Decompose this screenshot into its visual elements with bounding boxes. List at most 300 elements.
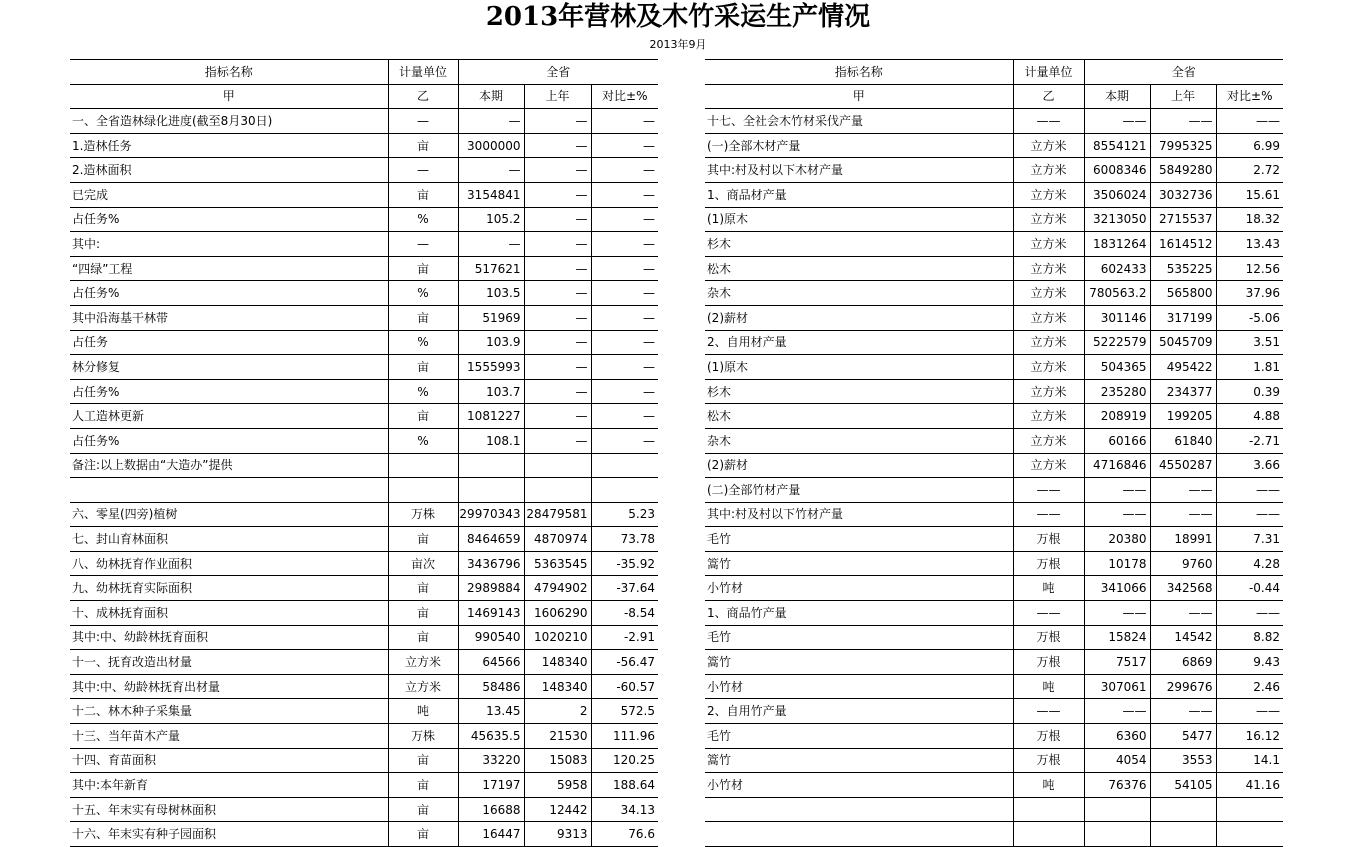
compare-value-cell bbox=[1216, 822, 1283, 847]
table-row bbox=[705, 822, 1283, 847]
unit-cell: 亩 bbox=[388, 822, 458, 847]
indicator-name-cell: (一)全部木材产量 bbox=[705, 133, 1013, 158]
header-row-1 bbox=[70, 60, 658, 85]
indicator-name-cell: 1.造林任务 bbox=[70, 133, 388, 158]
unit-cell: —— bbox=[1013, 478, 1084, 503]
last-year-value-cell: 234377 bbox=[1150, 379, 1216, 404]
last-year-value-cell: — bbox=[524, 330, 591, 355]
unit-cell: 吨 bbox=[1013, 576, 1084, 601]
current-value-cell: 504365 bbox=[1084, 355, 1150, 380]
compare-value-cell: — bbox=[591, 305, 658, 330]
unit-cell: 亩 bbox=[388, 182, 458, 207]
last-year-value-cell: 535225 bbox=[1150, 256, 1216, 281]
compare-value-cell: — bbox=[591, 355, 658, 380]
current-value-cell: 307061 bbox=[1084, 674, 1150, 699]
current-value-cell: 4054 bbox=[1084, 748, 1150, 773]
current-value-cell: 105.2 bbox=[458, 207, 524, 232]
indicator-name-cell: 毛竹 bbox=[705, 625, 1013, 650]
current-value-cell: 4716846 bbox=[1084, 453, 1150, 478]
table-row bbox=[70, 674, 658, 699]
indicator-name-cell: 林分修复 bbox=[70, 355, 388, 380]
compare-value-cell: 3.66 bbox=[1216, 453, 1283, 478]
table-row bbox=[705, 330, 1283, 355]
table-row bbox=[705, 724, 1283, 749]
compare-value-cell: -0.44 bbox=[1216, 576, 1283, 601]
last-year-value-cell: — bbox=[524, 109, 591, 134]
last-year-value-cell: 18991 bbox=[1150, 527, 1216, 552]
compare-value-cell: -2.91 bbox=[591, 625, 658, 650]
indicator-name-cell: 十、成林抚育面积 bbox=[70, 601, 388, 626]
table-row bbox=[70, 109, 658, 134]
last-year-value-cell: — bbox=[524, 305, 591, 330]
header-compare: 对比±% bbox=[591, 84, 658, 109]
indicator-name-cell: 2.造林面积 bbox=[70, 158, 388, 183]
compare-value-cell: — bbox=[591, 182, 658, 207]
compare-value-cell: — bbox=[591, 207, 658, 232]
compare-value-cell: -35.92 bbox=[591, 551, 658, 576]
indicator-name-cell: 小竹材 bbox=[705, 674, 1013, 699]
compare-value-cell: — bbox=[591, 158, 658, 183]
compare-value-cell: — bbox=[591, 404, 658, 429]
last-year-value-cell: 1614512 bbox=[1150, 232, 1216, 257]
current-value-cell: 1469143 bbox=[458, 601, 524, 626]
unit-cell: % bbox=[388, 330, 458, 355]
header-indicator-name: 指标名称 bbox=[705, 60, 1013, 85]
table-row bbox=[70, 158, 658, 183]
last-year-value-cell: 7995325 bbox=[1150, 133, 1216, 158]
last-year-value-cell: 4550287 bbox=[1150, 453, 1216, 478]
unit-cell: —— bbox=[1013, 502, 1084, 527]
last-year-value-cell: 15083 bbox=[524, 748, 591, 773]
indicator-name-cell: (1)原木 bbox=[705, 207, 1013, 232]
unit-cell: —— bbox=[1013, 109, 1084, 134]
indicator-name-cell: 占任务 bbox=[70, 330, 388, 355]
table-row bbox=[705, 625, 1283, 650]
indicator-name-cell: “四绿”工程 bbox=[70, 256, 388, 281]
table-row bbox=[70, 330, 658, 355]
last-year-value-cell: 14542 bbox=[1150, 625, 1216, 650]
current-value-cell: 60166 bbox=[1084, 428, 1150, 453]
indicator-name-cell: 占任务% bbox=[70, 379, 388, 404]
unit-cell: 亩 bbox=[388, 305, 458, 330]
last-year-value-cell: — bbox=[524, 428, 591, 453]
current-value-cell: 780563.2 bbox=[1084, 281, 1150, 306]
last-year-value-cell: 21530 bbox=[524, 724, 591, 749]
current-value-cell: 301146 bbox=[1084, 305, 1150, 330]
compare-value-cell: 0.39 bbox=[1216, 379, 1283, 404]
current-value-cell: 3506024 bbox=[1084, 182, 1150, 207]
unit-cell: 立方米 bbox=[1013, 281, 1084, 306]
unit-cell: % bbox=[388, 379, 458, 404]
unit-cell: 亩 bbox=[388, 797, 458, 822]
compare-value-cell: —— bbox=[1216, 601, 1283, 626]
compare-value-cell: 3.51 bbox=[1216, 330, 1283, 355]
last-year-value-cell bbox=[524, 478, 591, 503]
table-row bbox=[70, 232, 658, 257]
header-indicator-name: 指标名称 bbox=[70, 60, 388, 85]
current-value-cell bbox=[458, 453, 524, 478]
indicator-name-cell: 小竹材 bbox=[705, 773, 1013, 798]
last-year-value-cell: 4870974 bbox=[524, 527, 591, 552]
compare-value-cell bbox=[591, 453, 658, 478]
unit-cell: 立方米 bbox=[1013, 158, 1084, 183]
table-row bbox=[70, 625, 658, 650]
unit-cell: 立方米 bbox=[1013, 379, 1084, 404]
table-row bbox=[70, 551, 658, 576]
header-yi: 乙 bbox=[1013, 84, 1084, 109]
unit-cell: 立方米 bbox=[1013, 355, 1084, 380]
table-row bbox=[70, 601, 658, 626]
unit-cell: 万根 bbox=[1013, 724, 1084, 749]
last-year-value-cell: 5849280 bbox=[1150, 158, 1216, 183]
table-row bbox=[705, 453, 1283, 478]
indicator-name-cell: 松木 bbox=[705, 404, 1013, 429]
table-row bbox=[705, 551, 1283, 576]
header-row-2 bbox=[70, 84, 658, 109]
compare-value-cell: 13.43 bbox=[1216, 232, 1283, 257]
current-value-cell: 1081227 bbox=[458, 404, 524, 429]
table-row bbox=[705, 650, 1283, 675]
current-value-cell: 16688 bbox=[458, 797, 524, 822]
current-value-cell bbox=[1084, 797, 1150, 822]
unit-cell bbox=[388, 478, 458, 503]
compare-value-cell: 188.64 bbox=[591, 773, 658, 798]
indicator-name-cell: 杉木 bbox=[705, 232, 1013, 257]
compare-value-cell: -60.57 bbox=[591, 674, 658, 699]
compare-value-cell: -8.54 bbox=[591, 601, 658, 626]
indicator-name-cell: 七、封山育林面积 bbox=[70, 527, 388, 552]
last-year-value-cell: 4794902 bbox=[524, 576, 591, 601]
table-row bbox=[70, 404, 658, 429]
header-province: 全省 bbox=[458, 60, 658, 85]
last-year-value-cell: — bbox=[524, 207, 591, 232]
compare-value-cell: 8.82 bbox=[1216, 625, 1283, 650]
indicator-name-cell: 一、全省造林绿化进度(截至8月30日) bbox=[70, 109, 388, 134]
last-year-value-cell: — bbox=[524, 256, 591, 281]
indicator-name-cell: 十二、林木种子采集量 bbox=[70, 699, 388, 724]
indicator-name-cell: 备注:以上数据由“大造办”提供 bbox=[70, 453, 388, 478]
last-year-value-cell: 54105 bbox=[1150, 773, 1216, 798]
last-year-value-cell: — bbox=[524, 355, 591, 380]
unit-cell: —— bbox=[1013, 699, 1084, 724]
unit-cell: 吨 bbox=[1013, 674, 1084, 699]
current-value-cell: 29970343 bbox=[458, 502, 524, 527]
current-value-cell: 76376 bbox=[1084, 773, 1150, 798]
table-row bbox=[705, 232, 1283, 257]
last-year-value-cell: — bbox=[524, 379, 591, 404]
current-value-cell: 517621 bbox=[458, 256, 524, 281]
compare-value-cell: 111.96 bbox=[591, 724, 658, 749]
indicator-name-cell: (二)全部竹材产量 bbox=[705, 478, 1013, 503]
unit-cell: 万株 bbox=[388, 724, 458, 749]
table-row bbox=[70, 428, 658, 453]
indicator-name-cell: 其中沿海基干林带 bbox=[70, 305, 388, 330]
compare-value-cell: 572.5 bbox=[591, 699, 658, 724]
last-year-value-cell: — bbox=[524, 182, 591, 207]
compare-value-cell: 2.46 bbox=[1216, 674, 1283, 699]
current-value-cell: 64566 bbox=[458, 650, 524, 675]
current-value-cell: 3000000 bbox=[458, 133, 524, 158]
indicator-name-cell: 十六、年末实有种子园面积 bbox=[70, 822, 388, 847]
table-row bbox=[70, 527, 658, 552]
current-value-cell: —— bbox=[1084, 109, 1150, 134]
indicator-name-cell: 九、幼林抚育实际面积 bbox=[70, 576, 388, 601]
indicator-name-cell: (1)原木 bbox=[705, 355, 1013, 380]
current-value-cell: 990540 bbox=[458, 625, 524, 650]
last-year-value-cell: 565800 bbox=[1150, 281, 1216, 306]
last-year-value-cell: 61840 bbox=[1150, 428, 1216, 453]
indicator-name-cell: 篙竹 bbox=[705, 650, 1013, 675]
compare-value-cell: -56.47 bbox=[591, 650, 658, 675]
compare-value-cell: 2.72 bbox=[1216, 158, 1283, 183]
last-year-value-cell: — bbox=[524, 281, 591, 306]
table-row bbox=[70, 478, 658, 503]
compare-value-cell: 14.1 bbox=[1216, 748, 1283, 773]
unit-cell: 万根 bbox=[1013, 748, 1084, 773]
current-value-cell: 3213050 bbox=[1084, 207, 1150, 232]
last-year-value-cell: 9313 bbox=[524, 822, 591, 847]
indicator-name-cell: 毛竹 bbox=[705, 527, 1013, 552]
current-value-cell: 15824 bbox=[1084, 625, 1150, 650]
header-last-year: 上年 bbox=[1150, 84, 1216, 109]
indicator-name-cell: 1、商品竹产量 bbox=[705, 601, 1013, 626]
last-year-value-cell: 299676 bbox=[1150, 674, 1216, 699]
compare-value-cell: — bbox=[591, 232, 658, 257]
table-row bbox=[70, 379, 658, 404]
compare-value-cell: — bbox=[591, 109, 658, 134]
table-row bbox=[70, 281, 658, 306]
table-row bbox=[70, 650, 658, 675]
table-row bbox=[705, 576, 1283, 601]
current-value-cell: 235280 bbox=[1084, 379, 1150, 404]
table-row bbox=[70, 182, 658, 207]
compare-value-cell: — bbox=[591, 133, 658, 158]
unit-cell: — bbox=[388, 232, 458, 257]
indicator-name-cell: 十七、全社会木竹材采伐产量 bbox=[705, 109, 1013, 134]
unit-cell: 立方米 bbox=[1013, 133, 1084, 158]
indicator-name-cell: 松木 bbox=[705, 256, 1013, 281]
table-row bbox=[70, 699, 658, 724]
table-row bbox=[70, 724, 658, 749]
table-row bbox=[705, 428, 1283, 453]
current-value-cell: — bbox=[458, 232, 524, 257]
table-row bbox=[70, 453, 658, 478]
unit-cell: 立方米 bbox=[1013, 256, 1084, 281]
table-row bbox=[705, 158, 1283, 183]
last-year-value-cell bbox=[524, 453, 591, 478]
indicator-name-cell: 其中:本年新育 bbox=[70, 773, 388, 798]
indicator-name-cell: 占任务% bbox=[70, 281, 388, 306]
compare-value-cell bbox=[591, 478, 658, 503]
unit-cell: 亩次 bbox=[388, 551, 458, 576]
current-value-cell: 58486 bbox=[458, 674, 524, 699]
unit-cell: 立方米 bbox=[1013, 404, 1084, 429]
unit-cell: % bbox=[388, 428, 458, 453]
table-row bbox=[705, 478, 1283, 503]
last-year-value-cell: 12442 bbox=[524, 797, 591, 822]
unit-cell: 万根 bbox=[1013, 551, 1084, 576]
table-row bbox=[70, 207, 658, 232]
compare-value-cell: 73.78 bbox=[591, 527, 658, 552]
last-year-value-cell: 317199 bbox=[1150, 305, 1216, 330]
header-province: 全省 bbox=[1084, 60, 1283, 85]
table-row bbox=[705, 207, 1283, 232]
current-value-cell: 16447 bbox=[458, 822, 524, 847]
unit-cell: % bbox=[388, 281, 458, 306]
table-row bbox=[705, 379, 1283, 404]
unit-cell: % bbox=[388, 207, 458, 232]
compare-value-cell: 5.23 bbox=[591, 502, 658, 527]
last-year-value-cell: 5958 bbox=[524, 773, 591, 798]
indicator-name-cell: 毛竹 bbox=[705, 724, 1013, 749]
table-row bbox=[705, 674, 1283, 699]
indicator-name-cell: (2)薪材 bbox=[705, 453, 1013, 478]
indicator-name-cell bbox=[705, 822, 1013, 847]
last-year-value-cell bbox=[1150, 822, 1216, 847]
compare-value-cell: — bbox=[591, 256, 658, 281]
indicator-name-cell: 八、幼林抚育作业面积 bbox=[70, 551, 388, 576]
indicator-name-cell: 其中:村及村以下木材产量 bbox=[705, 158, 1013, 183]
unit-cell bbox=[1013, 797, 1084, 822]
header-current: 本期 bbox=[1084, 84, 1150, 109]
indicator-name-cell: 2、自用材产量 bbox=[705, 330, 1013, 355]
last-year-value-cell: 6869 bbox=[1150, 650, 1216, 675]
header-jia: 甲 bbox=[705, 84, 1013, 109]
indicator-name-cell: 其中:中、幼龄林抚育面积 bbox=[70, 625, 388, 650]
indicator-name-cell: 篙竹 bbox=[705, 748, 1013, 773]
current-value-cell: 8464659 bbox=[458, 527, 524, 552]
last-year-value-cell: 148340 bbox=[524, 674, 591, 699]
current-value-cell: 7517 bbox=[1084, 650, 1150, 675]
header-current: 本期 bbox=[458, 84, 524, 109]
indicator-name-cell: (2)薪材 bbox=[705, 305, 1013, 330]
compare-value-cell: —— bbox=[1216, 699, 1283, 724]
table-row bbox=[705, 133, 1283, 158]
unit-cell: 万根 bbox=[1013, 527, 1084, 552]
left-statistics-table bbox=[70, 59, 658, 847]
current-value-cell: 1831264 bbox=[1084, 232, 1150, 257]
table-row bbox=[705, 355, 1283, 380]
current-value-cell: 103.5 bbox=[458, 281, 524, 306]
last-year-value-cell: 3032736 bbox=[1150, 182, 1216, 207]
header-row-2 bbox=[705, 84, 1283, 109]
compare-value-cell: 120.25 bbox=[591, 748, 658, 773]
compare-value-cell: 41.16 bbox=[1216, 773, 1283, 798]
current-value-cell: 3154841 bbox=[458, 182, 524, 207]
unit-cell: — bbox=[388, 109, 458, 134]
table-row bbox=[70, 133, 658, 158]
unit-cell: 亩 bbox=[388, 404, 458, 429]
current-value-cell: 1555993 bbox=[458, 355, 524, 380]
table-row bbox=[705, 748, 1283, 773]
indicator-name-cell: 小竹材 bbox=[705, 576, 1013, 601]
compare-value-cell: — bbox=[591, 428, 658, 453]
unit-cell: 立方米 bbox=[1013, 182, 1084, 207]
header-yi: 乙 bbox=[388, 84, 458, 109]
compare-value-cell: 76.6 bbox=[591, 822, 658, 847]
table-row bbox=[70, 797, 658, 822]
unit-cell bbox=[388, 453, 458, 478]
current-value-cell: 602433 bbox=[1084, 256, 1150, 281]
indicator-name-cell: 占任务% bbox=[70, 207, 388, 232]
unit-cell: 亩 bbox=[388, 355, 458, 380]
current-value-cell: 6360 bbox=[1084, 724, 1150, 749]
unit-cell: 万根 bbox=[1013, 625, 1084, 650]
last-year-value-cell: 1606290 bbox=[524, 601, 591, 626]
compare-value-cell: 12.56 bbox=[1216, 256, 1283, 281]
compare-value-cell: 4.88 bbox=[1216, 404, 1283, 429]
unit-cell: — bbox=[388, 158, 458, 183]
indicator-name-cell: 篙竹 bbox=[705, 551, 1013, 576]
current-value-cell: 6008346 bbox=[1084, 158, 1150, 183]
last-year-value-cell: 342568 bbox=[1150, 576, 1216, 601]
unit-cell: 立方米 bbox=[1013, 453, 1084, 478]
current-value-cell: 13.45 bbox=[458, 699, 524, 724]
table-row bbox=[705, 305, 1283, 330]
table-row bbox=[70, 256, 658, 281]
indicator-name-cell: 其中: bbox=[70, 232, 388, 257]
table-row bbox=[705, 699, 1283, 724]
current-value-cell: 45635.5 bbox=[458, 724, 524, 749]
indicator-name-cell: 六、零星(四旁)植树 bbox=[70, 502, 388, 527]
current-value-cell bbox=[1084, 822, 1150, 847]
last-year-value-cell: 199205 bbox=[1150, 404, 1216, 429]
unit-cell: 亩 bbox=[388, 601, 458, 626]
indicator-name-cell: 十一、抚育改造出材量 bbox=[70, 650, 388, 675]
compare-value-cell: —— bbox=[1216, 478, 1283, 503]
last-year-value-cell: —— bbox=[1150, 478, 1216, 503]
indicator-name-cell: 其中:中、幼龄林抚育出材量 bbox=[70, 674, 388, 699]
current-value-cell: 103.9 bbox=[458, 330, 524, 355]
unit-cell: 立方米 bbox=[388, 650, 458, 675]
compare-value-cell: -37.64 bbox=[591, 576, 658, 601]
compare-value-cell: 6.99 bbox=[1216, 133, 1283, 158]
current-value-cell: 8554121 bbox=[1084, 133, 1150, 158]
indicator-name-cell: 1、商品材产量 bbox=[705, 182, 1013, 207]
current-value-cell: —— bbox=[1084, 478, 1150, 503]
current-value-cell bbox=[458, 478, 524, 503]
compare-value-cell: 16.12 bbox=[1216, 724, 1283, 749]
last-year-value-cell: 5045709 bbox=[1150, 330, 1216, 355]
current-value-cell: — bbox=[458, 109, 524, 134]
compare-value-cell bbox=[1216, 797, 1283, 822]
current-value-cell: 3436796 bbox=[458, 551, 524, 576]
table-row bbox=[70, 305, 658, 330]
indicator-name-cell: 十五、年末实有母树林面积 bbox=[70, 797, 388, 822]
unit-cell: 万株 bbox=[388, 502, 458, 527]
indicator-name-cell: 其中:村及村以下竹材产量 bbox=[705, 502, 1013, 527]
table-row bbox=[70, 576, 658, 601]
indicator-name-cell: 杂木 bbox=[705, 428, 1013, 453]
compare-value-cell: 18.32 bbox=[1216, 207, 1283, 232]
unit-cell: 立方米 bbox=[1013, 428, 1084, 453]
unit-cell: 吨 bbox=[388, 699, 458, 724]
current-value-cell: 103.7 bbox=[458, 379, 524, 404]
header-last-year: 上年 bbox=[524, 84, 591, 109]
indicator-name-cell: 占任务% bbox=[70, 428, 388, 453]
current-value-cell: 208919 bbox=[1084, 404, 1150, 429]
unit-cell: 亩 bbox=[388, 527, 458, 552]
current-value-cell: 341066 bbox=[1084, 576, 1150, 601]
unit-cell: 立方米 bbox=[1013, 232, 1084, 257]
last-year-value-cell bbox=[1150, 797, 1216, 822]
unit-cell: 吨 bbox=[1013, 773, 1084, 798]
compare-value-cell: 15.61 bbox=[1216, 182, 1283, 207]
indicator-name-cell: 十三、当年苗木产量 bbox=[70, 724, 388, 749]
unit-cell: 亩 bbox=[388, 773, 458, 798]
last-year-value-cell: 2 bbox=[524, 699, 591, 724]
table-row bbox=[705, 281, 1283, 306]
